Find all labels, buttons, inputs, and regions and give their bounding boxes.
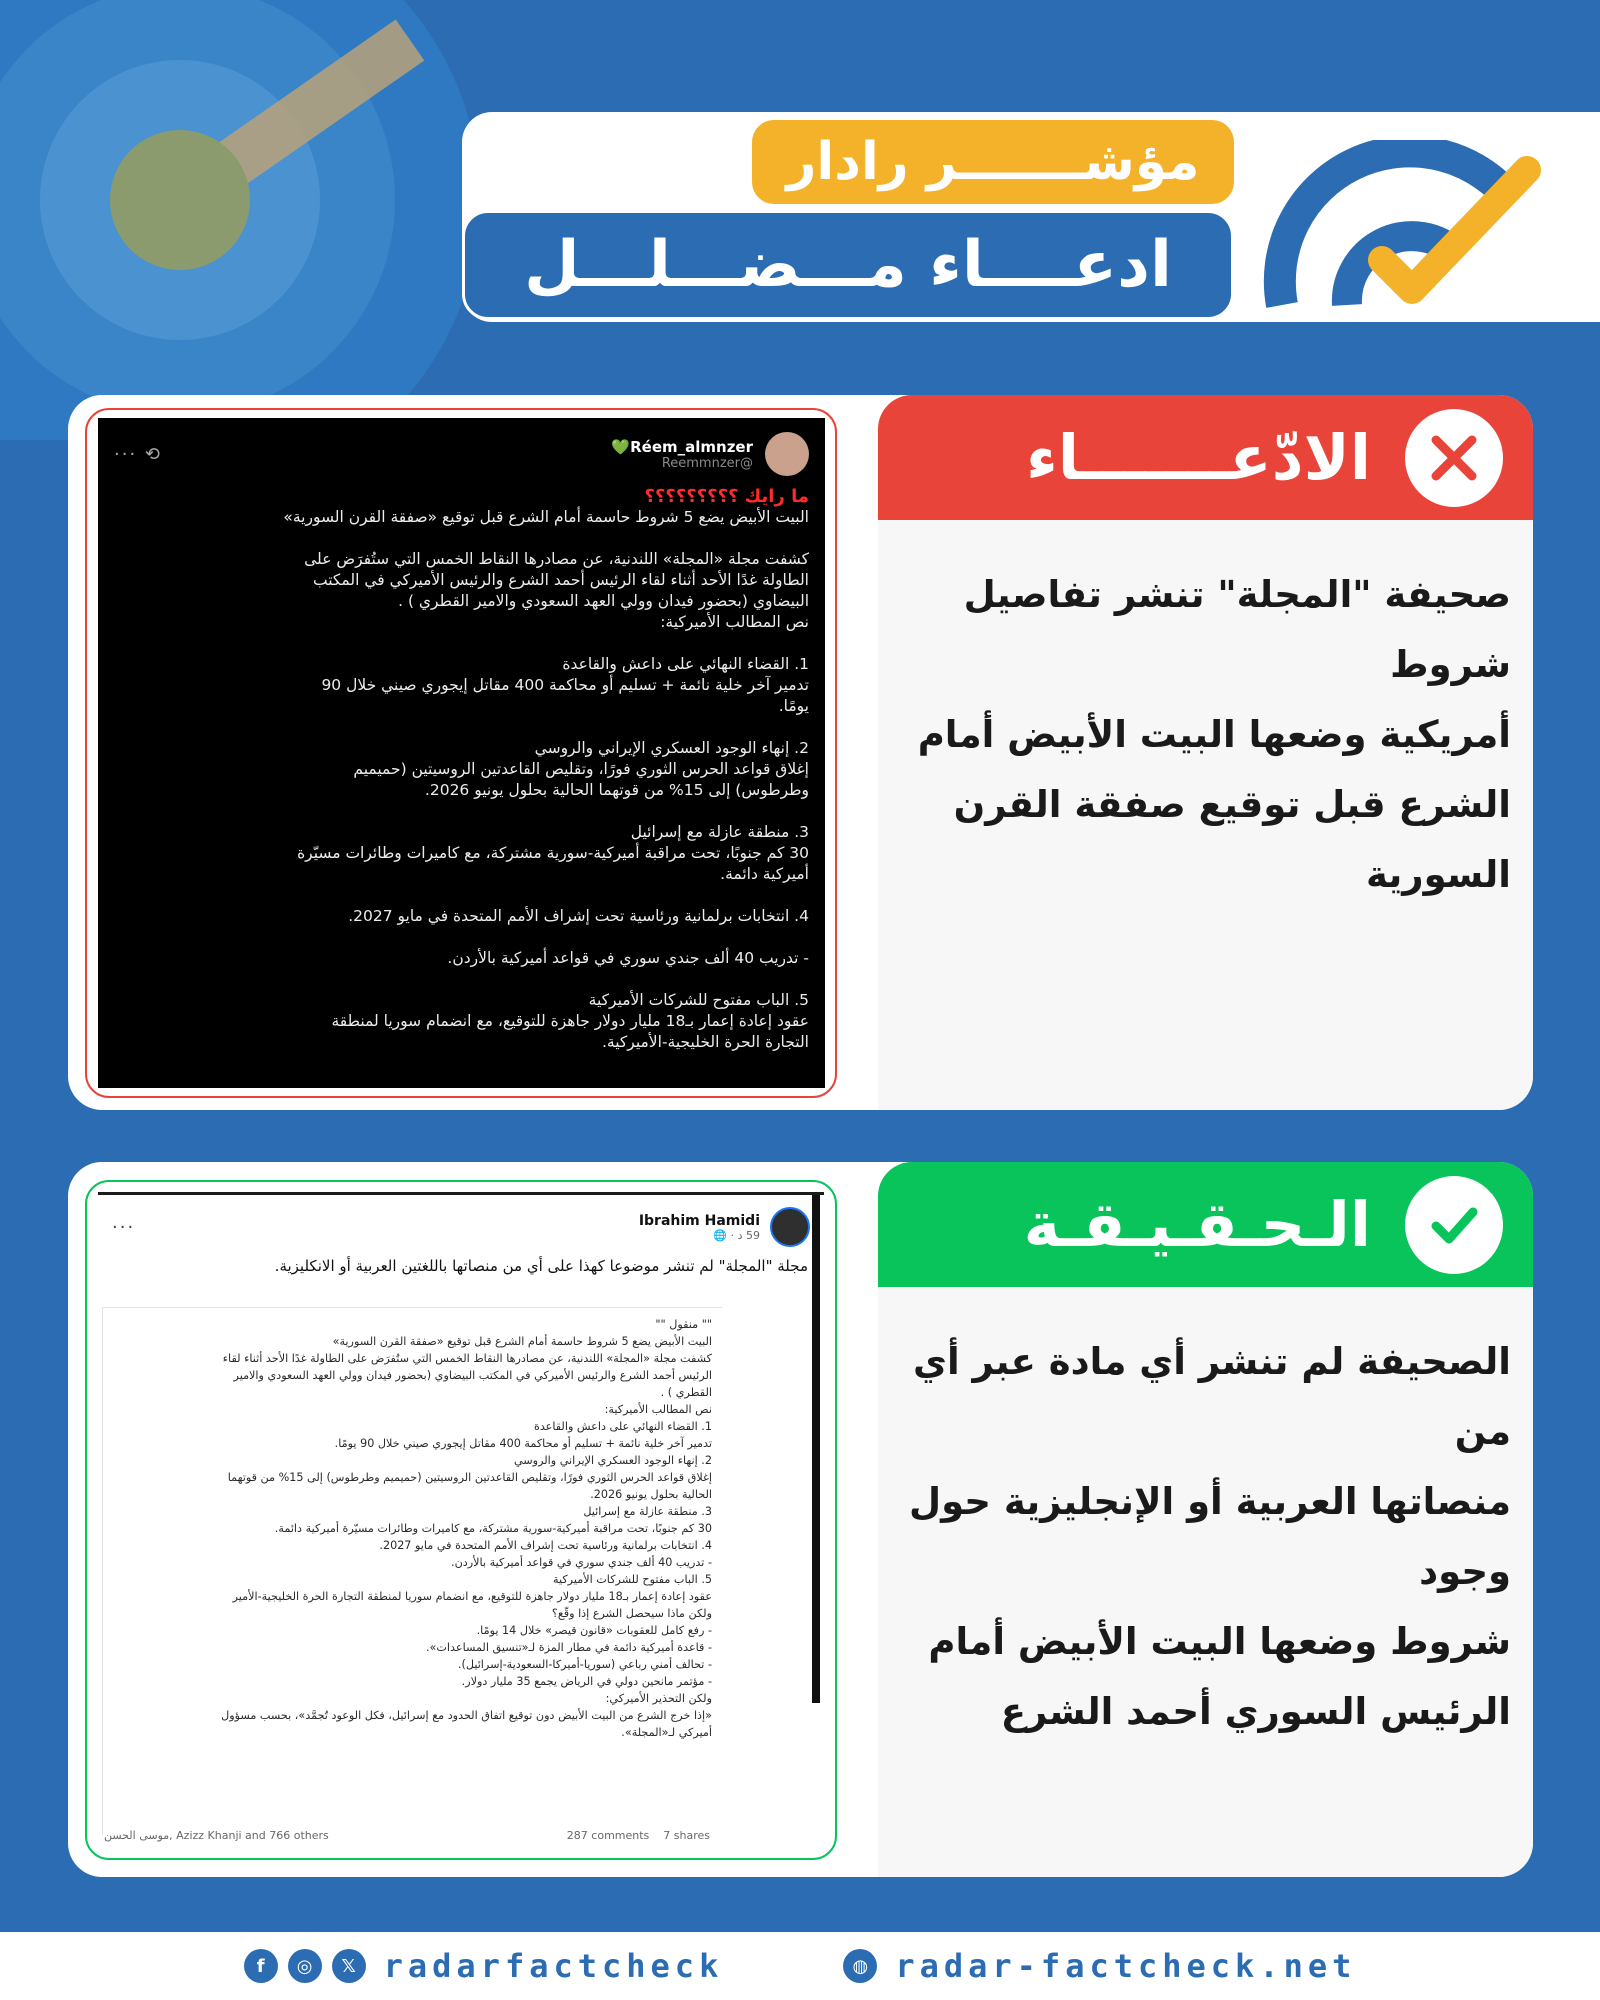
- text-line: نص المطالب الأميركية:: [660, 613, 809, 631]
- fb-post-time: 59 د · 🌐: [713, 1228, 760, 1242]
- text-line: 30 كم جنوبًا، تحت مراقبة أميركية-سورية مشتركة، مع كاميرات وطائرات مسيّرة: [297, 844, 809, 862]
- tweet-handle: @Reemmnzer: [661, 455, 753, 471]
- text-line: البيت الأبيض يضع 5 شروط حاسمة أمام الشرع قبل توقيع «صفقة القرن السورية»: [332, 1335, 712, 1348]
- text-line: ولكن ماذا سيحصل الشرع إذا وقّع؟: [551, 1607, 712, 1620]
- text-line: - قاعدة أميركية دائمة في مطار المزة لـ«تنسيق المساعدات».: [425, 1641, 712, 1654]
- text-line: كشفت مجلة «المجلة» اللندنية، عن مصادرها النقاط الخمس التي ستُفرَض على الطاولة غدًا الأحد أثناء لقاء: [222, 1352, 712, 1365]
- text-line: الحالية بحلول يونيو 2026.: [590, 1488, 712, 1501]
- tweet-screenshot: [98, 418, 825, 1088]
- text-line: 3. منطقة عازلة مع إسرائيل: [630, 823, 809, 841]
- claim-text-area: [878, 520, 1533, 1110]
- facebook-post-screenshot: [98, 1192, 824, 1850]
- claim-description: [878, 520, 1533, 910]
- social-handle[interactable]: radarfactcheck: [383, 1947, 724, 1985]
- avatar: [765, 432, 809, 476]
- fact-text-area: [878, 1287, 1533, 1877]
- line-gap: [114, 801, 809, 822]
- instagram-icon[interactable]: ◎: [288, 1949, 322, 1983]
- text-line: عقود إعادة إعمار بـ18 مليار دولار جاهزة للتوقيع، مع انضمام سوريا لمنطقة التجارة الحرة الخليجية-الأمير: [232, 1590, 712, 1603]
- text-line: 1. القضاء النهائي على داعش والقاعدة: [533, 1420, 712, 1433]
- text-line: 4. انتخابات برلمانية ورئاسية تحت إشراف الأمم المتحدة في مايو 2027.: [379, 1539, 712, 1552]
- tweet-header: [114, 428, 809, 480]
- more-options-icon: ⟲ ···: [114, 443, 162, 465]
- line-gap: [114, 927, 809, 948]
- text-line: 4. انتخابات برلمانية ورئاسية تحت إشراف الأمم المتحدة في مايو 2027.: [348, 907, 809, 925]
- text-line: البيضاوي (بحضور فيدان وولي العهد السعودي والامير القطري ) .: [398, 592, 809, 610]
- header-kicker: مؤشـــــــر رادار: [752, 120, 1234, 204]
- footer-social: [244, 1947, 724, 1985]
- claim-header: [878, 395, 1533, 520]
- fb-comments-count: 287 comments: [566, 1829, 650, 1842]
- more-options-icon: ···: [112, 1216, 136, 1238]
- text-line: 5. الباب مفتوح للشركات الأميركية: [552, 1573, 712, 1586]
- text-line: - تدريب 40 ألف جندي سوري في قواعد أميركية بالأردن.: [447, 949, 809, 967]
- line-gap: [114, 633, 809, 654]
- text-line: ولكن التحذير الأميركي:: [605, 1692, 712, 1705]
- text-line: إغلاق قواعد الحرس الثوري فورًا، وتقليص القاعدتين الروسيتين (حميميم وطرطوس) إلى 15% من قوتهما: [227, 1471, 712, 1484]
- fact-header: [878, 1162, 1533, 1287]
- text-line: - تحالف أمني رباعي (سوريا-أميركا-السعودية-إسرائيل).: [457, 1658, 712, 1671]
- fb-post-caption: مجلة "المجلة" لم تنشر موضوعا كهذا على أي من منصاتها باللغتين العربية أو الانكليزية.: [274, 1257, 808, 1275]
- verdict-label: ادعــــاء مـــضـــلـــل: [462, 210, 1234, 320]
- text-line: الرئيس أحمد الشرع والرئيس الأميركي في المكتب البيضاوي (بحضور فيدان وولي العهد السعودي والامير: [233, 1369, 712, 1382]
- text-line: نص المطالب الأميركية:: [604, 1403, 712, 1416]
- fact-line: الرئيس السوري أحمد الشرع: [1000, 1690, 1511, 1733]
- tweet-question: ما رايك ؟؟؟؟؟؟؟؟؟: [644, 486, 809, 507]
- claim-line: صحيفة "المجلة" تنشر تفاصيل شروط: [963, 573, 1511, 686]
- footer: [0, 1932, 1600, 2000]
- text-line: تدمير آخر خلية نائمة + تسليم أو محاكمة 400 مقاتل إيجوري صيني خلال 90 يومًا.: [334, 1437, 712, 1450]
- radar-background-graphic: [0, 0, 520, 440]
- text-line: 2. إنهاء الوجود العسكري الإيراني والروسي: [534, 739, 809, 757]
- fb-shared-text: [102, 1307, 722, 1835]
- fb-author-name: Ibrahim Hamidi: [638, 1212, 760, 1229]
- claim-line: أمريكية وضعها البيت الأبيض أمام: [917, 713, 1511, 756]
- fact-line: منصاتها العربية أو الإنجليزية حول وجود: [908, 1480, 1511, 1593]
- text-line: أميركي لـ«المجلة».: [621, 1726, 712, 1739]
- claim-line: الشرع قبل توقيع صفقة القرن السورية: [953, 783, 1511, 896]
- scrollbar: [812, 1195, 820, 1703]
- text-line: كشفت مجلة «المجلة» اللندنية، عن مصادرها النقاط الخمس التي ستُفرَض على: [304, 550, 809, 568]
- radar-check-logo: [1262, 140, 1562, 310]
- text-line: 1. القضاء النهائي على داعش والقاعدة: [562, 655, 809, 673]
- claim-title: الادّعـــــــاء: [1026, 421, 1371, 494]
- text-line: 2. إنهاء الوجود العسكري الإيراني والروسي: [513, 1454, 712, 1467]
- text-line: 3. منطقة عازلة مع إسرائيل: [583, 1505, 712, 1518]
- fb-post-stats: [104, 1829, 710, 1842]
- text-line: التجارة الحرة الخليجية-الأميركية.: [601, 1033, 809, 1051]
- text-line: القطري ) .: [660, 1386, 712, 1399]
- text-line: وطرطوس) إلى 15% من قوتهما الحالية بحلول يونيو 2026.: [424, 781, 809, 799]
- line-gap: [114, 717, 809, 738]
- tweet-username: Réem_almnzer💚: [611, 437, 753, 456]
- text-line: - مؤتمر مانحين دولي في الرياض يجمع 35 مليار دولار.: [461, 1675, 712, 1688]
- fact-description: [878, 1287, 1533, 1747]
- facebook-icon[interactable]: f: [244, 1949, 278, 1983]
- text-line: «إذا خرج الشرع من البيت الأبيض دون توقيع اتفاق الحدود مع إسرائيل، فكل الوعود تُجمَّد»، بحسب مسؤول: [221, 1709, 712, 1722]
- footer-website: [843, 1947, 1356, 1985]
- fb-reactions: موسى الحسن, Azizz Khanji and 766 others: [104, 1829, 329, 1842]
- text-line: 5. الباب مفتوح للشركات الأميركية: [588, 991, 809, 1009]
- fb-shared-body: [109, 1316, 712, 1741]
- fact-line: شروط وضعها البيت الأبيض أمام: [928, 1620, 1511, 1663]
- fb-shares-count: 7 shares: [663, 1829, 710, 1842]
- avatar: [770, 1207, 810, 1247]
- line-gap: [114, 969, 809, 990]
- text-line: 30 كم جنوبًا، تحت مراقبة أميركية-سورية مشتركة، مع كاميرات وطائرات مسيّرة أميركية دائمة.: [274, 1522, 712, 1535]
- text-line: البيت الأبيض يضع 5 شروط حاسمة أمام الشرع قبل توقيع «صفقة القرن السورية»: [283, 508, 809, 526]
- website-link[interactable]: radar-factcheck.net: [895, 1947, 1357, 1985]
- check-icon: [1405, 1176, 1503, 1274]
- text-line: - تدريب 40 ألف جندي سوري في قواعد أميركية بالأردن.: [451, 1556, 712, 1569]
- text-line: - رفع كامل للعقوبات «قانون قيصر» خلال 14 يومًا.: [476, 1624, 712, 1637]
- globe-icon: ◍: [843, 1949, 877, 1983]
- tweet-body: [114, 507, 809, 1053]
- x-icon[interactable]: 𝕏: [332, 1949, 366, 1983]
- cross-icon: [1405, 409, 1503, 507]
- text-line: أميركية دائمة.: [720, 865, 809, 883]
- text-line: الطاولة غدًا الأحد أثناء لقاء الرئيس أحمد الشرع والرئيس الأميركي في المكتب: [312, 571, 809, 589]
- text-line: إغلاق قواعد الحرس الثوري فورًا، وتقليص القاعدتين الروسيتين (حميميم: [353, 760, 809, 778]
- text-line: "" منقول "": [655, 1318, 712, 1331]
- fact-title: الـحـقـيـقـة: [1023, 1188, 1371, 1261]
- text-line: تدمير آخر خلية نائمة + تسليم أو محاكمة 400 مقاتل إيجوري صيني خلال 90: [321, 676, 809, 694]
- fb-post-header: [98, 1195, 824, 1247]
- fact-line: الصحيفة لم تنشر أي مادة عبر أي من: [913, 1340, 1511, 1453]
- text-line: عقود إعادة إعمار بـ18 مليار دولار جاهزة للتوقيع، مع انضمام سوريا لمنطقة: [331, 1012, 809, 1030]
- text-line: يومًا.: [778, 697, 809, 715]
- line-gap: [114, 528, 809, 549]
- line-gap: [114, 885, 809, 906]
